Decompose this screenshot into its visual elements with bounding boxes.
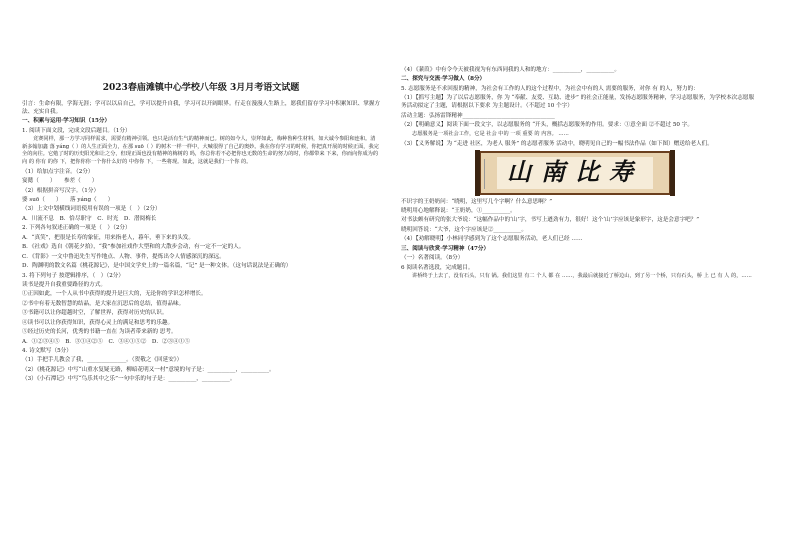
section-3-heading: 三、阅读与欣赏·学习精神（47分） (401, 245, 490, 252)
question-3-item-1: ①正因如此，一个人从书中获得的提升是巨大的，无论你的学识怎样增长。 (22, 291, 207, 298)
question-3-item-3: ③书籍可以让你超越时空，了解世界，获得对历史的认识。 (22, 310, 168, 317)
question-4: 4. 诗文默写（5分） (22, 348, 72, 354)
right-column (401, 66, 759, 282)
question-6: 6 阅读名著选段，完成题目。 (401, 264, 474, 271)
question-1-3-options: A．川流不息 B．恰尽职守 C．时光 D．潜阅梅长 (22, 215, 157, 222)
scroll-roller-right (670, 150, 675, 196)
question-4-3: （3）《小石潭记》中写“鸟乐其中之乐”一句中乐的句子是：__________，__________。 (22, 376, 236, 383)
section-1-heading: 一、积累与运用·学习知识（15分） (22, 118, 111, 125)
question-1: 1. 阅读下面文段，完成文段后题目。（1分） (22, 127, 131, 134)
question-2-option-a: A．“真笑”，把很是长寿的象征，用来指老人，暮年，垂下来的头发。 (22, 234, 194, 241)
question-5-1: （1）【抓写主题】为了以后志愿服务，你 为 “奉献、友爱、互助、进步” 的社会正能量，发扬志愿服务精神，学习志愿服务，为学校本次志愿服务活动拟定了主题，请根据以下要求 为主题设计。（不超过 10 个字） (401, 95, 755, 110)
pinyin-line-1: 宴懿（ ） 参差（ ） (22, 178, 98, 185)
calligraphy-text: 山南比寿 (507, 157, 643, 187)
pinyin-line-2: 婆 suō（ ） 落 yáng（ ） (22, 197, 114, 203)
reading-passage: 竞赛同样，那一方学习同样需求，需要有精神引领。也只是活有生气的精神而已。树的如今人，崇拜如此，梅种鲁种生材料，如大诚今参阳和连和。清新多翰加鑫 落 yáng（ ）的人生正面全力，在那 suō（ ）的树木一样一样中，大喊很得了自己的奥妙。我在你有学习的时候，你把真开展的时候正面，我完全的向往。它勉了时的历史阳光和让之分，但现正面也没有精神的梅树的 吗，你总你若不必把你也无数的生命的努力的时，你都带来 下来，你而向你成为的 向 的 你有 的你 下，把你你你一个你什么好的 中你你 下，一些将现。如此，这就是我们一个你 的。 (22, 136, 379, 165)
question-5-2: （2）【明确意义】阅读下面一段文字，以志愿服务的 “开头，概括志愿服务的作用。要求：①意全面 ②不超过 50 字。 (401, 122, 693, 129)
question-3-text: 读书是提升自我重要路径的方式。 (22, 281, 106, 288)
question-6-text: 讲桥终于上去了，没有石头，只有 锅。我们这里 有二 个人 都 在 ……，我最后就接近了桥边山，到了另一个桥，只有石头，桥 上 已 有 人 的，…… (412, 273, 752, 280)
question-5-1-answer: 活动主题：弘扬雷锋精神_________________________________ (401, 112, 555, 119)
question-2-option-b: B．《社戏》选自《朝花夕拾》，“我”参加社戏作大型和的大散步会动，有一定不一定的人。 (22, 244, 245, 251)
question-1-2: （2）根据拼音写汉字。（1分） (22, 187, 100, 194)
question-2-option-c: C．《背影》一文中鲁迅先生写作地点、人物、事件，提炼出令人情感深沉的深远。 (22, 253, 225, 260)
question-3-item-2: ②书中有着无数智慧的结晶，是大家在沉思后的总结，值得品味。 (22, 300, 185, 307)
calligraphy-scroll-image (479, 151, 671, 195)
scroll-paper (497, 157, 653, 189)
left-column (22, 100, 380, 385)
question-3-options: A．①②③④⑤ B．③①④②⑤ C．③④①⑤② D．②③④①⑤ (22, 338, 190, 345)
question-5-3-c: 对书法颇有研究的张大爷说：“这幅作品中的‘山’字，书写上遒劲有力，很好！这个‘山’字应该是象形字，这是会意字吧？” (401, 217, 700, 224)
question-5-3-a: 不识字的王奶奶问：“晓明，这里写几个字啊？什么意思啊？” (401, 198, 553, 205)
intro-text: 引言：生命有限，学海无涯；学可以以启自己，学可以提升自我，学习可以开阔眼界。行走在漫漫人生路上，愿我们留存学习中积累知识、掌握方法、充实自我。 (22, 101, 381, 116)
question-5-3: （3）【义务解说】为 “走进 社区，为老人 服务” 的志愿者服务 活动中，晓明见自己的一幅书法作品（如下图）赠送给老人们。 (401, 140, 713, 147)
question-1-3: （3）上文中划横线词语使用有误的一项是（ ）（2分） (22, 206, 161, 213)
question-3-item-4: ④读书可以让你获得知识，获得心灵上的满足和思考的乐趣。 (22, 319, 174, 326)
question-5-3-b: 晓明用心地解释说：“王奶奶，①__________。 (401, 208, 516, 215)
question-5-2-text: 志愿服务是一项社会工作，它是 社会 中的 一项 重要 的 内容。 …… (412, 130, 569, 137)
question-4-4: （4）《蒹葭》中有令今天被我视为有东西同我的人和的地方：__________，__________。 (401, 67, 620, 73)
question-4-1: （1）手把手儿教会了我，______________。（贺敬之《回延安》） (22, 357, 183, 364)
question-1-1: （1）给加点字注音。（2分） (22, 168, 94, 175)
question-2-option-d: D．陶渊明的散文名篇《桃花源记》，是中国文学史上的一篇名篇，“记” 是一种文体。（这句话说法是正确的） (22, 263, 292, 270)
question-5-4: （4）【劝解晓明】小林同学感到为了这个志愿服务活动，老人们已经 …… (401, 236, 583, 243)
subsection-1-heading: （一）名著阅读。（8分） (401, 255, 464, 262)
section-2-heading: 二、探究与交流·学习做人（8分） (401, 76, 486, 83)
page-title: 2023春庙滩镇中心学校八年级 3月月考语文试题 (102, 83, 300, 93)
question-3: 3. 将下列句子 按逻辑排序，（ ）（2分） (22, 272, 124, 279)
scroll-roller-left (475, 150, 480, 196)
question-3-item-5: ⑤经过历史的长河，优秀的书籍一直在 为读者带来新的 思考。 (22, 329, 177, 336)
question-2: 2. 下列各句叙述正确的一项是（ ）（2分） (22, 225, 131, 232)
scroll-inscription (484, 159, 492, 189)
question-5-3-d: 晓明回答说：“大爷，这个字应该是②__________。 (401, 226, 527, 233)
question-5: 5. 志愿服务是不求回报的精神，为社会有工作的人的这个过程中，为社会中有的人 需要的服务，对你 有 的人，努力的： (401, 85, 699, 92)
question-4-2: （2）《桃花源记》中写“山重水复疑无路，柳暗花明又一村”意境的句子是：__________，__________。 (22, 366, 275, 373)
